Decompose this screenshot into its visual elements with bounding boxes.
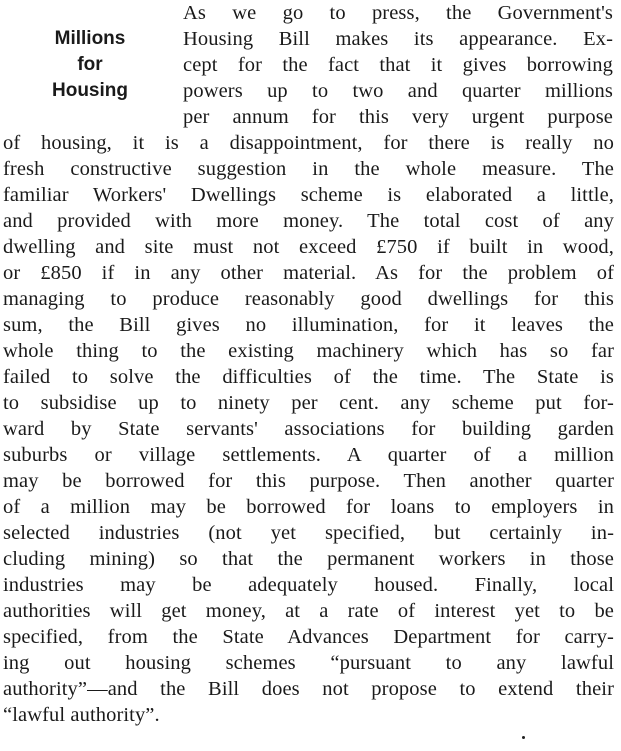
body-line: fresh constructive suggestion in the whole measure. The [3,158,614,180]
side-heading-line: for [77,54,103,75]
side-heading [18,26,162,104]
body-line: failed to solve the difficulties of the time. The State is [3,366,614,388]
body-line: ward by State servants' associations for building garden [3,418,614,440]
body-line: and provided with more money. The total cost of any [3,210,614,232]
body-line: sum, the Bill gives no illumination, for it leaves the [3,314,614,336]
body-line: industries may be adequately housed. Finally, local [3,574,614,596]
body-line: or £850 if in any other material. As for the problem of [3,262,614,284]
side-heading-line: Housing [52,80,128,101]
body-line: familiar Workers' Dwellings scheme is elaborated a little, [3,184,614,206]
body-line-last: “lawful authority”. [3,704,160,726]
body-line: cept for the fact that it gives borrowing [183,54,613,76]
body-line: whole thing to the existing machinery which has so far [3,340,614,362]
body-line: managing to produce reasonably good dwellings for this [3,288,614,310]
body-line: Housing Bill makes its appearance. Ex- [183,28,613,50]
body-line: suburbs or village settlements. A quarter of a million [3,444,614,466]
body-line: selected industries (not yet specified, but certainly in- [3,522,614,544]
body-line: specified, from the State Advances Department for carry- [3,626,614,648]
body-line: As we go to press, the Government's [183,2,613,24]
body-line: to subsidise up to ninety per cent. any scheme put for- [3,392,614,414]
body-line: per annum for this very urgent purpose [183,106,613,128]
body-line: of a million may be borrowed for loans to employers in [3,496,614,518]
body-line: cluding mining) so that the permanent workers in those [3,548,614,570]
print-speck [522,736,525,739]
body-line: dwelling and site must not exceed £750 if built in wood, [3,236,614,258]
body-line: powers up to two and quarter millions [183,80,613,102]
body-line: of housing, it is a disappointment, for there is really no [3,132,614,154]
side-heading-line: Millions [54,28,126,49]
body-line: authorities will get money, at a rate of interest yet to be [3,600,614,622]
body-line: authority”—and the Bill does not propose to extend their [3,678,614,700]
body-line: may be borrowed for this purpose. Then another quarter [3,470,614,492]
body-line: ing out housing schemes “pursuant to any lawful [3,652,614,674]
